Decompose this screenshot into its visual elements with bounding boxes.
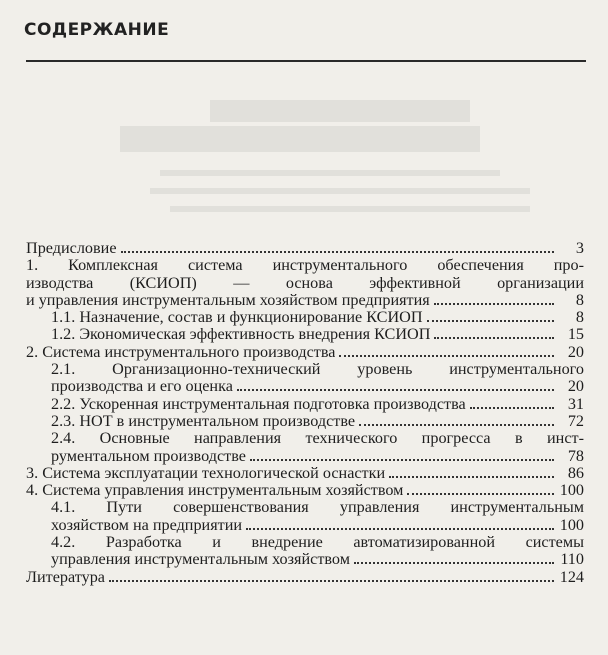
toc-entry[interactable] (26, 240, 584, 257)
toc-entry-text: и управления инструментальным хозяйством предприятия (26, 291, 430, 309)
toc-entry-text: 2.3. НОТ в инструментальном производстве (51, 412, 356, 430)
toc-entry[interactable] (26, 309, 584, 326)
page-number: 86 (567, 463, 584, 482)
toc-entry[interactable] (26, 499, 584, 534)
page-number: 3 (575, 239, 584, 257)
toc-entry[interactable] (26, 344, 584, 361)
toc-entry-text: Литература (26, 568, 105, 586)
dot-leader (434, 337, 554, 339)
page-number: 20 (567, 342, 584, 361)
toc-entry-text: хозяйством на предприятии (51, 516, 243, 534)
show-through-texture (0, 100, 608, 240)
toc-entry[interactable] (26, 413, 584, 430)
heading-rule (26, 60, 586, 62)
page-number: 100 (559, 515, 584, 534)
toc-entry-text: 2. Система инструментального производства (26, 343, 336, 361)
page-number: 110 (560, 550, 584, 569)
toc-entry[interactable] (26, 361, 584, 396)
contents-heading: СОДЕРЖАНИЕ (24, 20, 170, 40)
page-number: 8 (575, 308, 584, 327)
toc-entry[interactable] (26, 326, 584, 343)
toc-entry[interactable] (26, 534, 584, 569)
table-of-contents (26, 240, 584, 586)
toc-entry[interactable] (26, 396, 584, 413)
toc-entry-text: 2.4. Основные направления технического прогресса в инст- (51, 430, 584, 448)
toc-entry-text: 3. Система эксплуатации технологической оснастки (26, 464, 386, 482)
page-number: 78 (567, 446, 584, 465)
toc-entry[interactable] (26, 465, 584, 482)
toc-entry-text: 4.1. Пути совершенствования управления инструментальным (51, 499, 584, 517)
dot-leader (407, 493, 554, 495)
page-number: 8 (575, 290, 584, 309)
page-number: 72 (567, 411, 584, 430)
toc-entry-text: изводства (КСИОП) — основа эффективной организации (26, 274, 584, 292)
dot-leader (427, 320, 554, 322)
toc-entry-text: управления инструментальным хозяйством (51, 551, 350, 569)
page-number: 100 (559, 481, 584, 500)
dot-leader (339, 355, 554, 357)
toc-entry-text: 2.1. Организационно-технический уровень инструментального (51, 361, 584, 379)
dot-leader (434, 303, 554, 305)
page-number: 124 (559, 567, 584, 586)
toc-entry[interactable] (26, 482, 584, 499)
toc-entry-text: Предисловие (26, 240, 117, 257)
page-number: 15 (567, 325, 584, 344)
toc-entry[interactable] (26, 430, 584, 465)
toc-entry[interactable] (26, 257, 584, 309)
toc-entry-text: 1. Комплексная система инструментального обеспечения про- (26, 257, 584, 275)
page-number: 31 (567, 394, 584, 413)
toc-entry-text: 1.2. Экономическая эффективность внедрения КСИОП (51, 326, 431, 344)
toc-entry-text: 2.2. Ускоренная инструментальная подготовка производства (51, 395, 466, 413)
toc-entry-text: рументальном производстве (51, 447, 246, 465)
dot-leader (237, 389, 554, 391)
dot-leader (470, 407, 554, 409)
dot-leader (354, 562, 554, 564)
dot-leader (109, 580, 554, 582)
dot-leader (359, 424, 554, 426)
toc-entry-text: производства и его оценка (51, 378, 233, 396)
toc-entry-text: 4. Система управления инструментальным хозяйством (26, 482, 404, 500)
page-number: 20 (567, 377, 584, 396)
toc-entry-text: 4.2. Разработка и внедрение автоматизированной системы (51, 534, 584, 552)
dot-leader (250, 459, 554, 461)
toc-entry-text: 1.1. Назначение, состав и функционирование КСИОП (51, 309, 423, 327)
toc-entry[interactable] (26, 569, 584, 586)
dot-leader (121, 251, 554, 253)
dot-leader (389, 476, 554, 478)
dot-leader (246, 528, 554, 530)
